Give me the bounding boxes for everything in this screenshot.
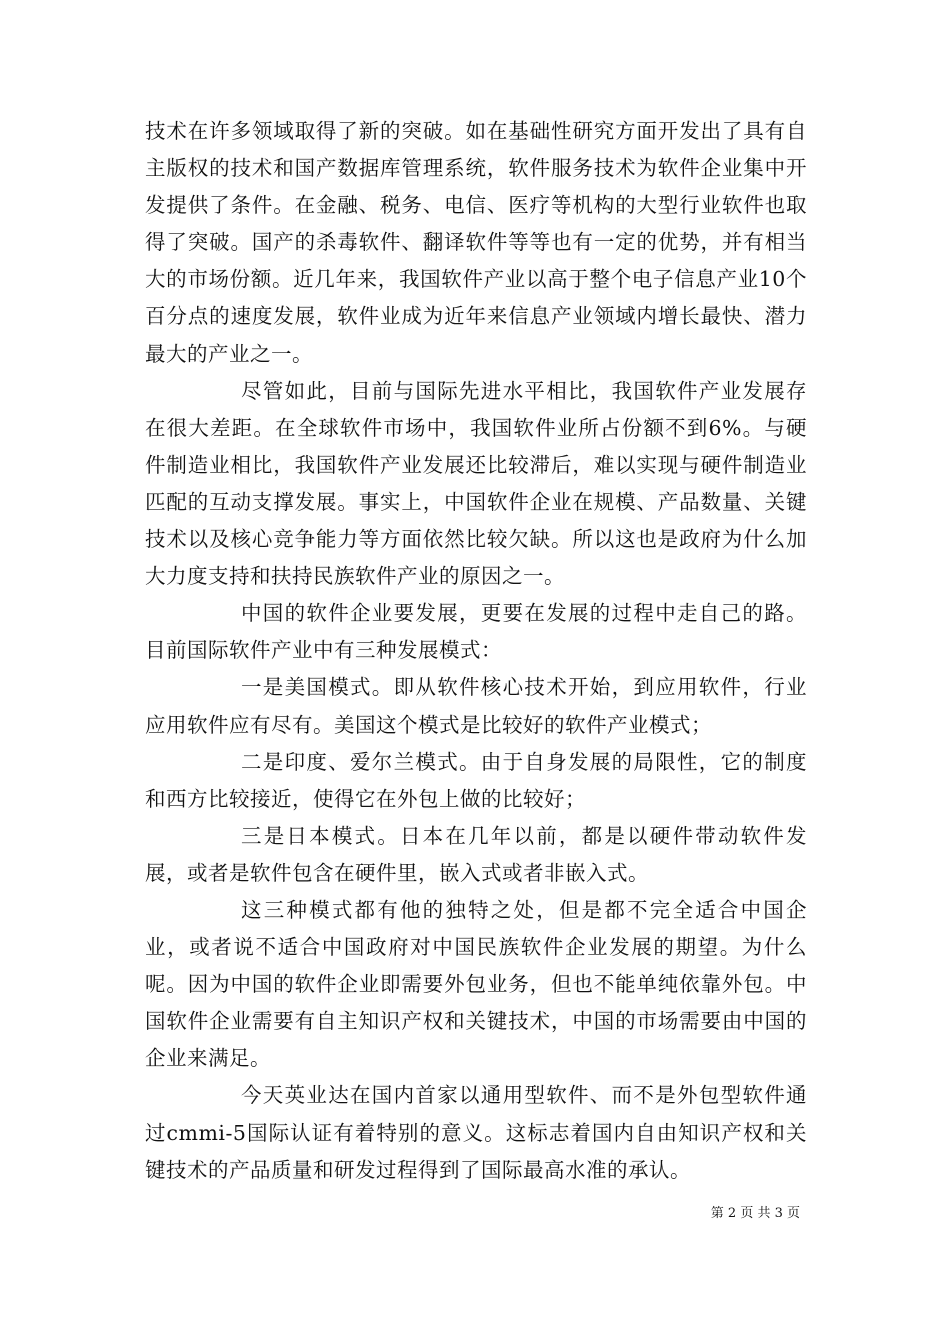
paragraph-models-intro: 中国的软件企业要发展，更要在发展的过程中走自己的路。目前国际软件产业中有三种发展模式： <box>145 601 807 663</box>
paragraph-us-model: 一是美国模式。即从软件核心技术开始，到应用软件，行业应用软件应有尽有。美国这个模式是比较好的软件产业模式； <box>145 675 807 737</box>
paragraph-cmmi: 今天英业达在国内首家以通用型软件、而不是外包型软件通过cmmi-5国际认证有着特别的意义。这标志着国内自由知识产权和关键技术的产品质量和研发过程得到了国际最高水准的承认。 <box>145 1083 807 1182</box>
paragraph-continuation: 技术在许多领域取得了新的突破。如在基础性研究方面开发出了具有自主版权的技术和国产数据库管理系统，软件服务技术为软件企业集中开发提供了条件。在金融、税务、电信、医疗等机构的大型行业软件也取得了突破。国产的杀毒软件、翻译软件等等也有一定的优势，并有相当大的市场份额。近几年来，我国软件产业以高于整个电子信息产业10个百分点的速度发展，软件业成为近年来信息产业领域内增长最快、潜力最大的产业之一。 <box>145 119 807 366</box>
paragraph-analysis: 这三种模式都有他的独特之处，但是都不完全适合中国企业，或者说不适合中国政府对中国民族软件企业发展的期望。为什么呢。因为中国的软件企业即需要外包业务，但也不能单纯依靠外包。中国软件企业需要有自主知识产权和关键技术，中国的市场需要由中国的企业来满足。 <box>145 897 807 1071</box>
paragraph-india-ireland-model: 二是印度、爱尔兰模式。由于自身发展的局限性，它的制度和西方比较接近，使得它在外包上做的比较好； <box>145 749 807 811</box>
paragraph-japan-model: 三是日本模式。日本在几年以前，都是以硬件带动软件发展，或者是软件包含在硬件里，嵌入式或者非嵌入式。 <box>145 823 807 885</box>
page-number: 第 2 页 共 3 页 <box>710 1206 800 1221</box>
paragraph-gap: 尽管如此，目前与国际先进水平相比，我国软件产业发展存在很大差距。在全球软件市场中，我国软件业所占份额不到6%。与硬件制造业相比，我国软件产业发展还比较滞后，难以实现与硬件制造业匹配的互动支撑发展。事实上，中国软件企业在规模、产品数量、关键技术以及核心竞争能力等方面依然比较欠缺。所以这也是政府为什么加大力度支持和扶持民族软件产业的原因之一。 <box>145 378 807 589</box>
body-text <box>145 113 807 1189</box>
